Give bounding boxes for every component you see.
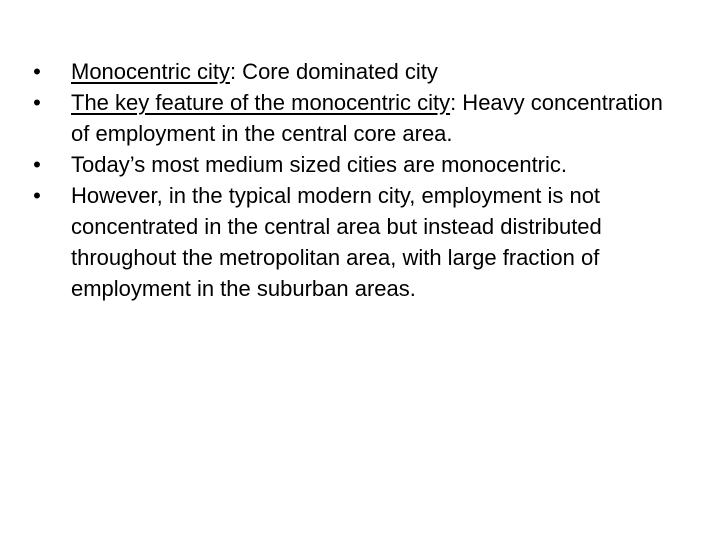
bullet-item-modern-city bbox=[27, 180, 677, 304]
bullet-term: Monocentric city bbox=[71, 59, 230, 84]
bullet-text: However, in the typical modern city, employment is not concentrated in the central area but instead distributed throughout the metropolitan area, with large fraction of employment in the suburban areas. bbox=[71, 183, 602, 301]
bullet-icon: • bbox=[33, 183, 41, 208]
bullet-icon: • bbox=[33, 59, 41, 84]
bullet-item-key-feature bbox=[27, 87, 677, 149]
bullet-list bbox=[27, 56, 677, 304]
bullet-icon: • bbox=[33, 152, 41, 177]
bullet-item-monocentric-city bbox=[27, 56, 677, 87]
bullet-text: Today’s most medium sized cities are monocentric. bbox=[71, 152, 568, 177]
bullet-text: : Heavy concentration of employment in the central core area. bbox=[71, 90, 663, 146]
bullet-term: The key feature of the monocentric city bbox=[71, 90, 451, 115]
bullet-item-todays-cities bbox=[27, 149, 677, 180]
bullet-text: : Core dominated city bbox=[229, 59, 438, 84]
bullet-icon: • bbox=[33, 90, 41, 115]
